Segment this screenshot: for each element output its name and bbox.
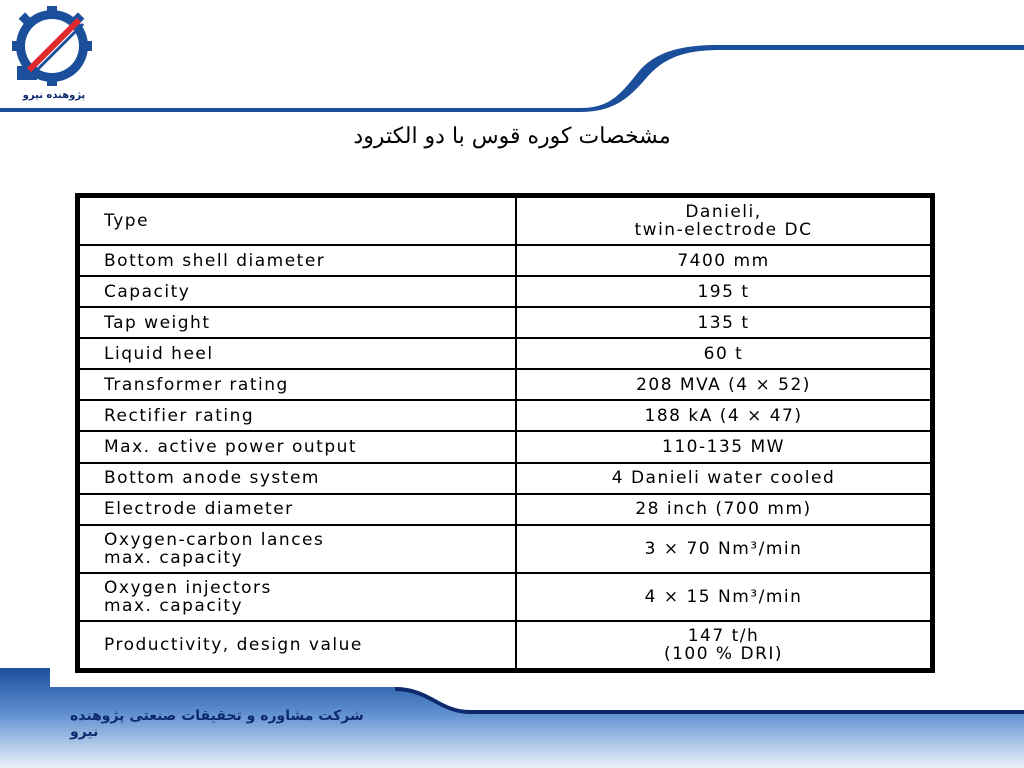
table-row (79, 245, 931, 276)
spec-value: Danieli, twin-electrode DC (516, 197, 931, 245)
spec-label: Transformer rating (79, 369, 516, 400)
table-row (79, 369, 931, 400)
spec-label: Tap weight (79, 307, 516, 338)
spec-label: Oxygen injectors max. capacity (79, 573, 516, 621)
table-row (79, 307, 931, 338)
spec-value: 135 t (516, 307, 931, 338)
spec-value: 110-135 MW (516, 431, 931, 462)
spec-value: 4 Danieli water cooled (516, 463, 931, 494)
spec-value: 188 kA (4 × 47) (516, 400, 931, 431)
company-logo (6, 4, 102, 104)
spec-value: 208 MVA (4 × 52) (516, 369, 931, 400)
slide-title: مشخصات کوره قوس با دو الکترود (353, 124, 671, 149)
table-row (79, 431, 931, 462)
table-row (79, 197, 931, 245)
table-row (79, 338, 931, 369)
table-row (79, 276, 931, 307)
footer-company-name: شرکت مشاوره و تحقیقات صنعتی پژوهنده نیرو (70, 708, 364, 740)
spec-label: Bottom anode system (79, 463, 516, 494)
spec-label: Productivity, design value (79, 621, 516, 669)
spec-value: 147 t/h (100 % DRI) (516, 621, 931, 669)
spec-label: Oxygen-carbon lances max. capacity (79, 525, 516, 573)
table-row (79, 573, 931, 621)
spec-label: Type (79, 197, 516, 245)
spec-value: 195 t (516, 276, 931, 307)
logo-gear-icon (9, 4, 99, 90)
table-row (79, 494, 931, 525)
spec-label: Max. active power output (79, 431, 516, 462)
logo-caption: پژوهنده نیرو (22, 90, 86, 101)
spec-label: Electrode diameter (79, 494, 516, 525)
table-row (79, 525, 931, 573)
spec-label: Bottom shell diameter (79, 245, 516, 276)
spec-value: 28 inch (700 mm) (516, 494, 931, 525)
spec-table (75, 193, 935, 673)
spec-value: 60 t (516, 338, 931, 369)
spec-label: Liquid heel (79, 338, 516, 369)
spec-label: Capacity (79, 276, 516, 307)
spec-label: Rectifier rating (79, 400, 516, 431)
spec-value: 7400 mm (516, 245, 931, 276)
table-row (79, 463, 931, 494)
header-decoration (0, 0, 1024, 115)
spec-value: 4 × 15 Nm³/min (516, 573, 931, 621)
spec-value: 3 × 70 Nm³/min (516, 525, 931, 573)
table-row (79, 400, 931, 431)
